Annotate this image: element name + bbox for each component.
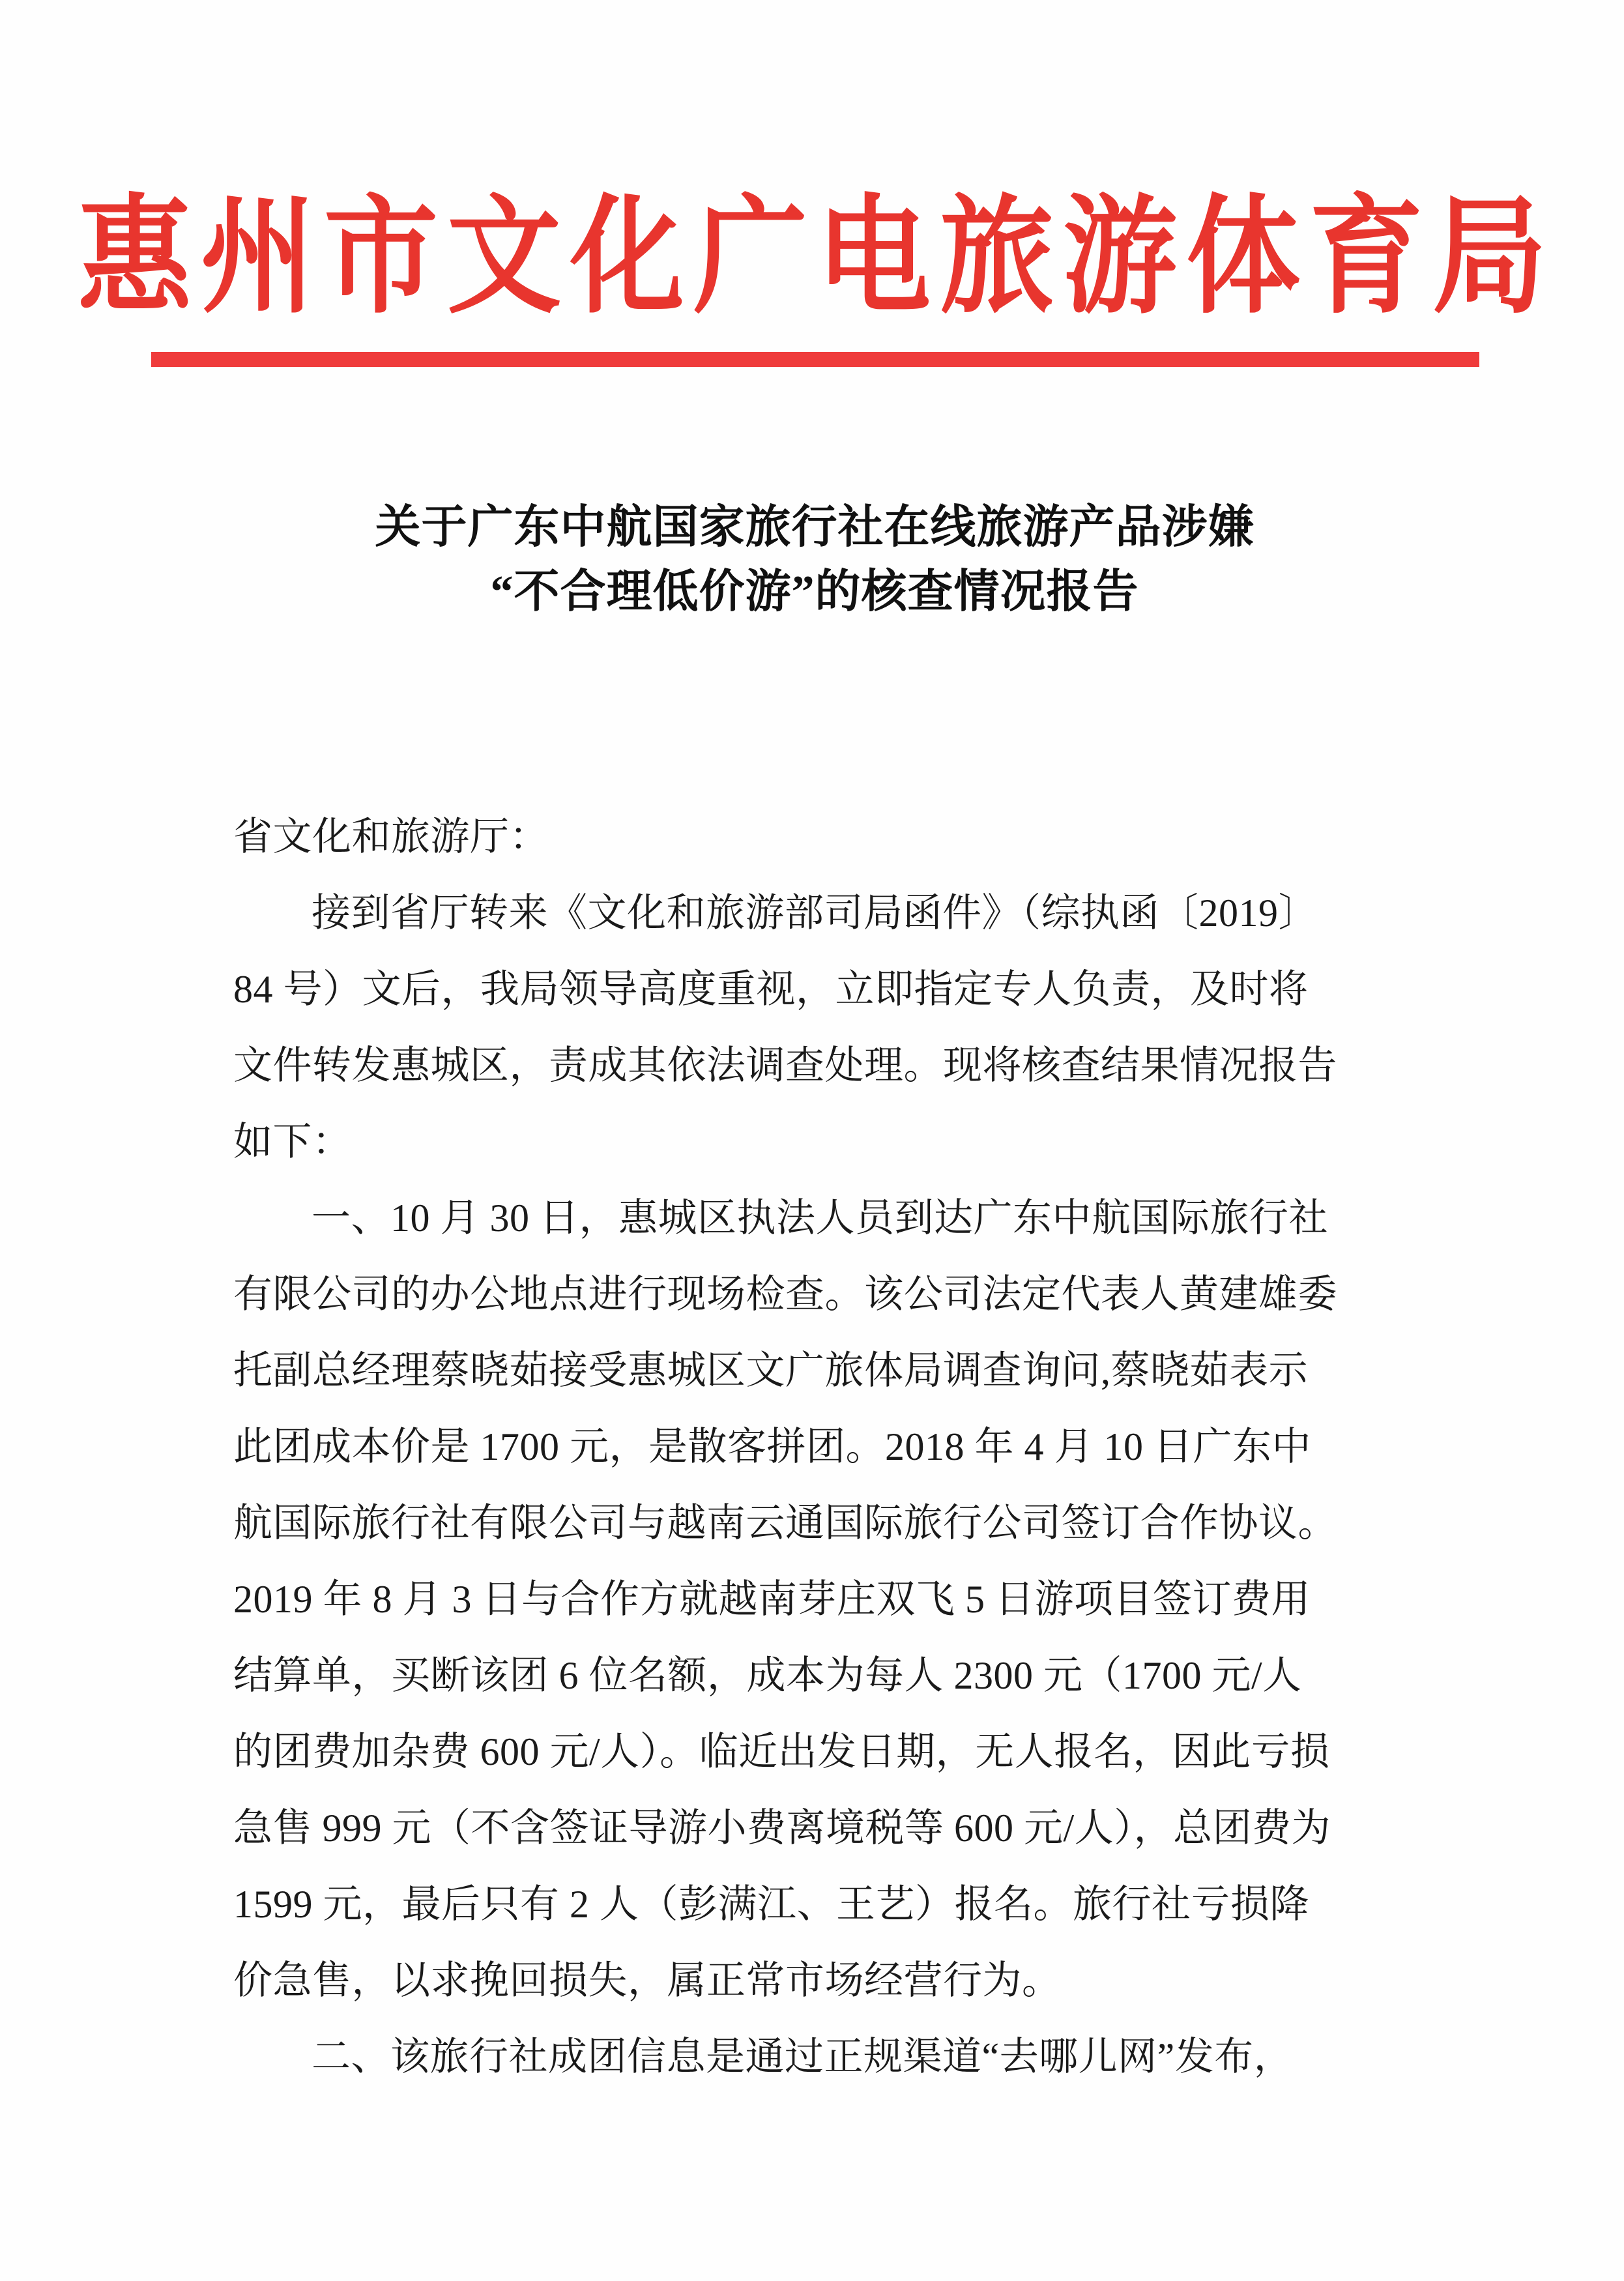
body-line: 一、10 月 30 日，惠城区执法人员到达广东中航国际旅行社 [312,1197,1328,1240]
paragraph-intro [233,875,1439,1180]
document-title [215,495,1414,625]
body-line: 有限公司的办公地点进行现场检查。该公司法定代表人黄建雄委 [233,1273,1337,1316]
body-line: 航国际旅行社有限公司与越南云通国际旅行公司签订合作协议。 [233,1502,1337,1545]
salutation: 省文化和旅游厅： [233,815,549,858]
document-title-line-1: 关于广东中航国家旅行社在线旅游产品涉嫌 [375,502,1254,553]
letterhead-organization-name: 惠州市文化广电旅游体育局 [78,186,1556,328]
paragraph-item-one [233,1180,1439,2019]
document-body [233,799,1439,2095]
document-title-line-2: “不合理低价游”的核查情况报告 [490,567,1139,618]
body-line: 84 号）文后，我局领导高度重视，立即指定专人负责，及时将 [233,968,1309,1011]
body-line: 二、该旅行社成团信息是通过正规渠道“去哪儿网”发布， [312,2035,1294,2078]
body-line: 接到省厅转来《文化和旅游部司局函件》（综执函〔2019〕 [312,892,1318,935]
body-line: 急售 999 元（不含签证导游小费离境税等 600 元/人），总团费为 [233,1807,1331,1850]
body-line: 结算单，买断该团 6 位名额，成本为每人 2300 元（1700 元/人 [233,1654,1302,1697]
letterhead-red-rule [151,352,1479,367]
body-line: 此团成本价是 1700 元，是散客拼团。2018 年 4 月 10 日广东中 [233,1425,1311,1468]
body-line: 价急售，以求挽回损失，属正常市场经营行为。 [233,1959,1062,2002]
body-line: 1599 元，最后只有 2 人（彭满江、王艺）报名。旅行社亏损降 [233,1883,1309,1926]
letterhead [0,186,1624,328]
body-line: 如下： [233,1120,352,1163]
body-line: 的团费加杂费 600 元/人）。临近出发日期，无人报名，因此亏损 [233,1730,1330,1773]
body-line: 托副总经理蔡晓茹接受惠城区文广旅体局调查询问,蔡晓茹表示 [233,1349,1308,1392]
paragraph-item-two [233,2019,1439,2095]
body-line: 2019 年 8 月 3 日与合作方就越南芽庄双飞 5 日游项目签订费用 [233,1578,1311,1621]
body-line: 文件转发惠城区，责成其依法调查处理。现将核查结果情况报告 [233,1044,1337,1087]
